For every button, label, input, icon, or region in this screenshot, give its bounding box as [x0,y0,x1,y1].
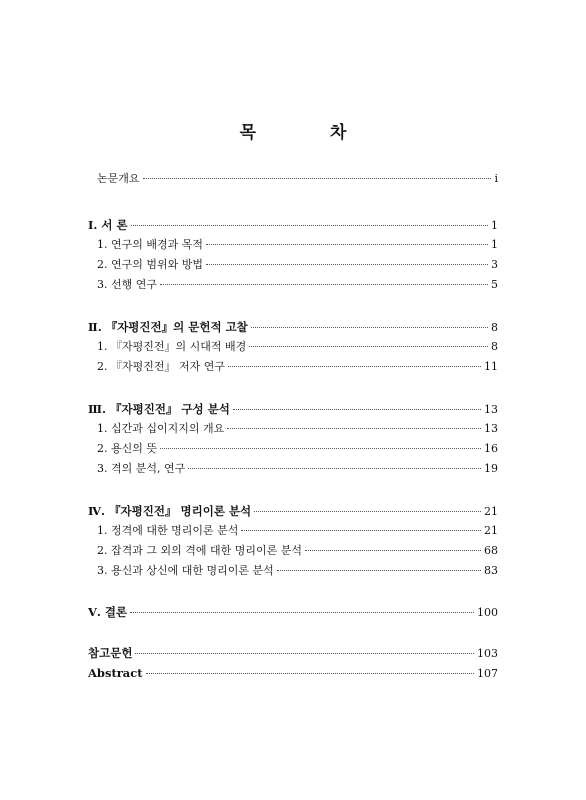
toc-section-1-1[interactable] [97,236,498,254]
toc-section-3-2[interactable] [97,440,498,458]
toc-page-number: 21 [484,505,498,518]
toc-section-4-2[interactable] [97,542,498,560]
dot-leader [305,549,481,551]
dot-leader [160,283,488,285]
toc-page-number: 19 [484,462,498,475]
dot-leader [241,529,481,531]
toc-section-3-1[interactable] [97,420,498,438]
dot-leader [206,263,488,265]
toc-page-number: 103 [477,647,498,660]
toc-entry-label: 참고문헌 [88,646,133,660]
toc-chapter-5[interactable] [88,603,498,621]
dot-leader [277,569,481,571]
toc-section-2-1[interactable] [97,338,498,356]
toc-section-label: 1. 『자평진전』의 시대적 배경 [97,340,247,353]
toc-section-label: 1. 연구의 배경과 목적 [97,238,203,251]
toc-page-number: 8 [491,340,498,353]
toc-page-number: 13 [484,422,498,435]
toc-section-label: 2. 『자평진전』 저자 연구 [97,360,225,373]
toc-chapter-label: Ⅰ. 서 론 [88,218,128,232]
toc-chapter-1[interactable] [88,216,498,234]
dot-leader [160,447,481,449]
toc-chapter-3[interactable] [88,400,498,418]
toc-section-2-2[interactable] [97,358,498,376]
toc-chapter-label: Ⅲ. 『자평진전』 구성 분석 [88,402,230,416]
dot-leader [135,652,474,654]
toc-page-number: 13 [484,403,498,416]
dot-leader [206,243,488,245]
toc-page-number: 83 [484,564,498,577]
toc-page-number: i [494,172,498,185]
toc-section-label: 2. 용신의 뜻 [97,442,157,455]
toc-page-number: 3 [491,258,498,271]
dot-leader [146,672,474,674]
toc-chapter-label: Ⅱ. 『자평진전』의 문헌적 고찰 [88,320,248,334]
toc-entry-abstract[interactable] [88,664,498,682]
dot-leader [130,611,474,613]
toc-chapter-label: Ⅳ. 『자평진전』 명리이론 분석 [88,504,252,518]
toc-section-label: 3. 선행 연구 [97,278,157,291]
toc-section-label: 3. 격의 분석, 연구 [97,462,186,475]
dot-leader [228,365,481,367]
toc-entry-overview[interactable] [97,170,498,188]
toc-page-number: 100 [477,606,498,619]
toc-section-label: 3. 용신과 상신에 대한 명리이론 분석 [97,564,274,577]
toc-section-1-2[interactable] [97,256,498,274]
toc-chapter-2[interactable] [88,318,498,336]
toc-entry-references[interactable] [88,644,498,662]
dot-leader [254,510,481,512]
toc-page-number: 11 [484,360,498,373]
toc-page-number: 68 [484,544,498,557]
toc-section-4-1[interactable] [97,522,498,540]
toc-section-label: 2. 잡격과 그 외의 격에 대한 명리이론 분석 [97,544,302,557]
toc-chapter-label: Ⅴ. 결론 [88,605,128,619]
toc-page-number: 1 [491,238,498,251]
dot-leader [188,467,481,469]
dot-leader [233,408,481,410]
dot-leader [249,345,488,347]
dot-leader [251,326,488,328]
toc-page-number: 8 [491,321,498,334]
toc-page-number: 21 [484,524,498,537]
toc-chapter-4[interactable] [88,502,498,520]
page-title: 목 차 [239,123,381,143]
toc-section-4-3[interactable] [97,562,498,580]
toc-section-label: 1. 정격에 대한 명리이론 분석 [97,524,239,537]
toc-page-number: 16 [484,442,498,455]
toc-page-number: 107 [477,667,498,680]
dot-leader [143,177,492,179]
toc-entry-label: 논문개요 [97,172,140,185]
toc-page-number: 1 [491,219,498,232]
toc-section-label: 1. 십간과 십이지지의 개요 [97,422,225,435]
toc-section-1-3[interactable] [97,276,498,294]
dot-leader [227,427,481,429]
toc-page-number: 5 [491,278,498,291]
dot-leader [131,224,488,226]
toc-entry-label: Abstract [88,666,143,680]
toc-section-3-3[interactable] [97,460,498,478]
toc-section-label: 2. 연구의 범위와 방법 [97,258,203,271]
